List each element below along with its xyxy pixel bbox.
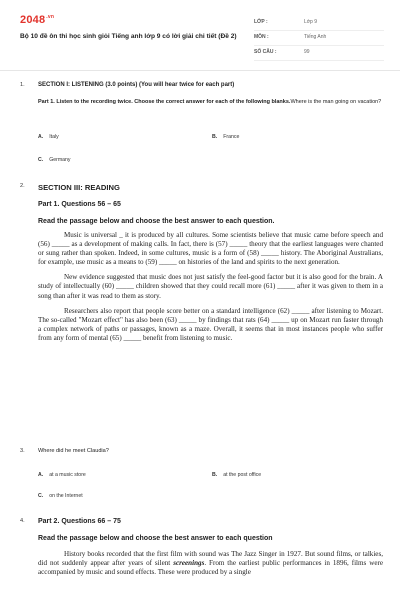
option-letter: C. (38, 493, 44, 499)
site-logo[interactable] (20, 14, 54, 26)
answer-option-c[interactable] (38, 493, 83, 499)
meta-key: MÔN : (254, 34, 269, 40)
part-title: Part 1. Questions 56 – 65 (38, 201, 121, 208)
passage-paragraph: New evidence suggested that music does not just satisfy the feel-good factor but it is also good for the brain. A study of intellectually (60) _____ children showed that they could recall more (61) _____ after it was given to them in a song than after it was read to them as story. (38, 273, 383, 300)
meta-value: Lớp 9 (304, 19, 318, 25)
option-letter: B. (212, 472, 218, 478)
question-number: 1. (20, 82, 25, 88)
answer-option-a[interactable] (38, 472, 86, 478)
option-text: Germany (49, 157, 71, 163)
passage-text: . From the earliest public performances in 1896, films were accompanied by music and sound effects. These were produced by a single (38, 559, 383, 577)
passage-text: History books recorded that the first film with sound was The Jazz Singer in 1927. But sound films, or talkies, did not suddenly appear after years of silent (38, 550, 383, 568)
passage-paragraph: Music is universal _ it is produced by all cultures. Some scientists believe that music came before speech and (56) _____ as a development of making calls. In fact, there is (57) _____ theory that the earliest languages were chanted or sung rather than spoken. Indeed, in some cultures, music is a form of (58) _____ history. The Aboriginal Australians, for example, use music as a means to (59) _____ on histories of the land and spirits to the next generation. (38, 231, 383, 267)
reading-instruction: Read the passage below and choose the best answer to each question (38, 535, 273, 542)
question-number: 2. (20, 183, 25, 189)
option-text: on the Internet (49, 493, 83, 499)
part-instruction: Part 1. Listen to the recording twice. Choose the correct answer for each of the following blanks. (38, 99, 291, 105)
header-divider (0, 70, 400, 71)
question-prompt (38, 98, 383, 106)
passage-paragraph (38, 550, 383, 577)
meta-value: Tiếng Anh (304, 34, 327, 40)
passage-paragraph: Researchers also report that people score better on a standard intelligence (62) _____ after listening to Mozart. The so-called "Mozart effect" has also been (63) _____ by findings that rats (64) _____ up on Mozart run faster through a complex network of paths or passages, known as a maze. Overall, it seems that in most instances people who suffer from any form of mental (65) _____ benefit from listening to music. (38, 306, 383, 342)
logo-text: 2048 (20, 14, 46, 26)
question-number: 3. (20, 448, 25, 454)
document-meta (254, 16, 384, 61)
question-2 (20, 183, 385, 433)
question-number: 4. (20, 518, 25, 524)
option-letter: A. (38, 472, 44, 478)
option-text: Italy (49, 134, 59, 140)
answer-option-c[interactable] (38, 157, 71, 163)
question-1 (20, 82, 385, 172)
document-title: Bộ 10 đề ôn thi học sinh giỏi Tiếng anh lớp 9 có lời giải chi tiết (Đề 2) (20, 33, 237, 40)
question-text: Where did he meet Claudia? (38, 448, 109, 454)
question-body (38, 82, 383, 106)
answer-option-b[interactable] (212, 472, 261, 478)
answer-option-b[interactable] (212, 134, 239, 140)
question-4 (20, 518, 385, 600)
answer-option-a[interactable] (38, 134, 59, 140)
question-body (38, 518, 383, 577)
logo-suffix: .vn (46, 14, 55, 20)
meta-key: SỐ CÂU : (254, 49, 277, 55)
option-text: at a music store (49, 472, 86, 478)
meta-row-grade (254, 16, 384, 31)
document-header (20, 14, 385, 62)
question-text: Where is the man going on vacation? (290, 99, 382, 105)
option-letter: C. (38, 157, 44, 163)
meta-row-subject (254, 31, 384, 46)
option-text: at the post office (223, 472, 262, 478)
question-body (38, 183, 383, 343)
meta-value: 99 (304, 49, 310, 55)
option-letter: B. (212, 134, 218, 140)
reading-instruction: Read the passage below and choose the best answer to each question. (38, 218, 275, 225)
meta-key: LỚP : (254, 19, 268, 25)
question-3 (20, 448, 385, 504)
passage-emphasis: screenings (173, 559, 205, 568)
option-letter: A. (38, 134, 44, 140)
meta-row-count (254, 46, 384, 61)
question-body (38, 448, 383, 454)
part-title: Part 2. Questions 66 – 75 (38, 518, 121, 525)
option-text: France (223, 134, 240, 140)
section-title: SECTION III: READING (38, 183, 120, 192)
section-title: SECTION I: LISTENING (3.0 points) (You will hear twice for each part) (38, 82, 235, 88)
